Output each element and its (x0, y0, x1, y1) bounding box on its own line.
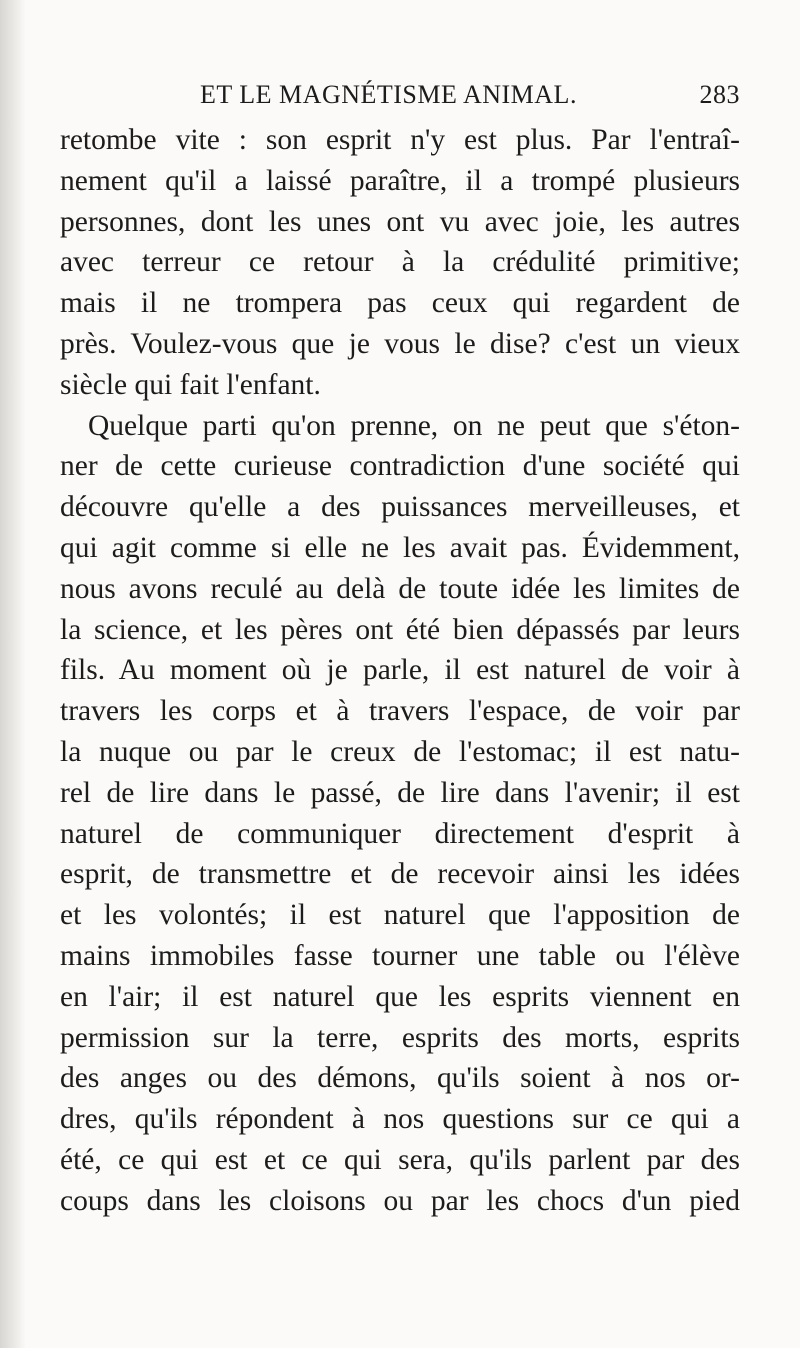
text-line: qui agit comme si elle ne les avait pas. Évidemment, (60, 531, 740, 564)
text-line: retombe vite : son esprit n'y est plus. Par l'entraî- (60, 124, 740, 156)
text-line: coups dans les cloisons ou par les chocs d'un pied (60, 1184, 740, 1217)
body-text (60, 120, 740, 1222)
page-edge-shadow (0, 0, 26, 1348)
text-line: découvre qu'elle a des puissances merveilleuses, et (60, 491, 740, 524)
text-line: des anges ou des démons, qu'ils soient à nos or- (60, 1062, 740, 1095)
running-header (60, 80, 740, 114)
text-line: fils. Au moment où je parle, il est naturel de voir à (60, 654, 740, 687)
text-line: près. Voulez-vous que je vous le dise? c'est un vieux (60, 327, 740, 360)
text-line: été, ce qui est et ce qui sera, qu'ils parlent par des (60, 1143, 740, 1176)
text-line: rel de lire dans le passé, de lire dans l'avenir; il est (60, 776, 740, 809)
paragraph-first-line: Quelque parti qu'on prenne, on ne peut que s'éton- (88, 409, 740, 442)
text-line: ner de cette curieuse contradiction d'une société qui (60, 450, 740, 483)
text-line: personnes, dont les unes ont vu avec joie, les autres (60, 205, 740, 238)
text-line: travers les corps et à travers l'espace, de voir par (60, 695, 740, 728)
text-line: en l'air; il est naturel que les esprits viennent en (60, 980, 740, 1013)
text-line: nement qu'il a laissé paraître, il a trompé plusieurs (60, 164, 740, 197)
text-line: mais il ne trompera pas ceux qui regardent de (60, 287, 740, 320)
text-line: et les volontés; il est naturel que l'apposition de (60, 899, 740, 932)
running-title: ET LE MAGNÉTISME ANIMAL. (200, 80, 577, 109)
text-line: mains immobiles fasse tourner une table ou l'élève (60, 939, 740, 972)
text-line: naturel de communiquer directement d'esprit à (60, 817, 740, 850)
book-page (60, 80, 740, 1222)
text-line: permission sur la terre, esprits des morts, esprits (60, 1021, 740, 1054)
page-number: 283 (699, 80, 740, 109)
text-line: la nuque ou par le creux de l'estomac; il est natu- (60, 735, 740, 768)
text-line: la science, et les pères ont été bien dépassés par leurs (60, 613, 740, 646)
text-line: nous avons reculé au delà de toute idée les limites de (60, 572, 740, 605)
text-line: avec terreur ce retour à la crédulité primitive; (60, 246, 740, 279)
text-line: dres, qu'ils répondent à nos questions sur ce qui a (60, 1103, 740, 1136)
text-line: esprit, de transmettre et de recevoir ainsi les idées (60, 858, 740, 891)
text-line: siècle qui fait l'enfant. (60, 368, 321, 401)
